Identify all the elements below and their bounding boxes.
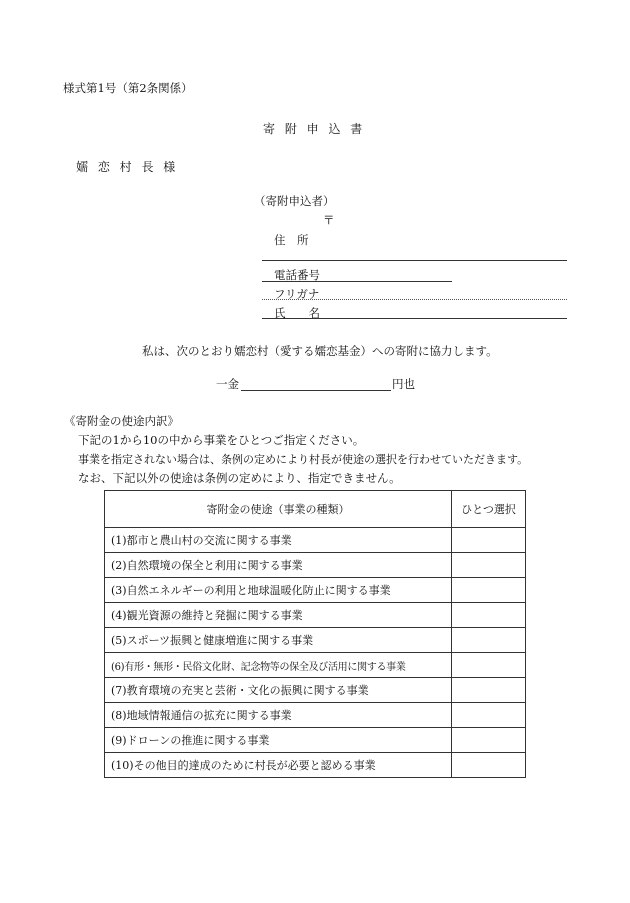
table-row (105, 653, 526, 678)
usage-note-1: 下記の1から10の中から事業をひとつご指定ください。 (78, 433, 365, 447)
furigana-line[interactable] (262, 299, 567, 300)
addressee: 嬬 恋 村 長 様 (76, 160, 179, 174)
header-select: ひとつ選択 (452, 491, 526, 528)
use-item-5: (5)スポーツ振興と健康増進に関する事業 (105, 628, 452, 653)
header-use: 寄附金の使途（事業の種類） (105, 491, 452, 528)
usage-table (104, 490, 526, 778)
document-title: 寄 附 申 込 書 (263, 122, 366, 136)
select-cell-1[interactable] (452, 528, 526, 553)
use-item-10: (10)その他目的達成のために村長が必要と認める事業 (105, 753, 452, 778)
use-item-9: (9)ドローンの推進に関する事業 (105, 728, 452, 753)
amount-suffix: 円也 (392, 377, 415, 391)
phone-label: 電話番号 (274, 268, 320, 282)
table-row (105, 578, 526, 603)
applicant-label: （寄附申込者） (254, 194, 335, 208)
phone-line[interactable] (262, 281, 452, 282)
use-item-2: (2)自然環境の保全と利用に関する事業 (105, 553, 452, 578)
select-cell-6[interactable] (452, 653, 526, 678)
table-row (105, 628, 526, 653)
postal-mark: 〒 (323, 213, 335, 227)
furigana-label: フリガナ (274, 287, 320, 301)
form-number: 様式第1号（第2条関係） (63, 81, 193, 95)
statement: 私は、次のとおり嬬恋村（愛する嬬恋基金）への寄附に協力します。 (142, 344, 498, 358)
usage-heading: 《寄附金の使途内訳》 (64, 414, 179, 428)
use-item-7: (7)教育環境の充実と芸術・文化の振興に関する事業 (105, 678, 452, 703)
select-cell-5[interactable] (452, 628, 526, 653)
select-cell-10[interactable] (452, 753, 526, 778)
select-cell-4[interactable] (452, 603, 526, 628)
select-cell-7[interactable] (452, 678, 526, 703)
usage-note-2: 事業を指定されない場合は、条例の定めにより村長が使途の選択を行わせていただきます。 (78, 453, 529, 466)
table-row (105, 728, 526, 753)
usage-table-header (105, 491, 526, 528)
table-row (105, 553, 526, 578)
select-cell-9[interactable] (452, 728, 526, 753)
name-label: 氏 名 (274, 306, 320, 320)
use-item-1: (1)都市と農山村の交流に関する事業 (105, 528, 452, 553)
use-item-4: (4)観光資源の維持と発掘に関する事業 (105, 603, 452, 628)
amount-line[interactable] (241, 390, 391, 391)
table-row (105, 603, 526, 628)
use-item-6: (6)有形・無形・民俗文化財、記念物等の保全及び活用に関する事業 (105, 653, 452, 678)
amount-prefix: 一金 (216, 377, 239, 391)
table-row (105, 753, 526, 778)
address-line[interactable] (262, 260, 567, 261)
use-item-3: (3)自然エネルギーの利用と地球温暖化防止に関する事業 (105, 578, 452, 603)
select-cell-2[interactable] (452, 553, 526, 578)
name-line[interactable] (262, 318, 567, 319)
select-cell-3[interactable] (452, 578, 526, 603)
table-row (105, 703, 526, 728)
use-item-8: (8)地域情報通信の拡充に関する事業 (105, 703, 452, 728)
table-row (105, 678, 526, 703)
table-row (105, 528, 526, 553)
address-label: 住 所 (274, 233, 309, 247)
select-cell-8[interactable] (452, 703, 526, 728)
usage-note-3: なお、下記以外の使途は条例の定めにより、指定できません。 (78, 471, 401, 485)
